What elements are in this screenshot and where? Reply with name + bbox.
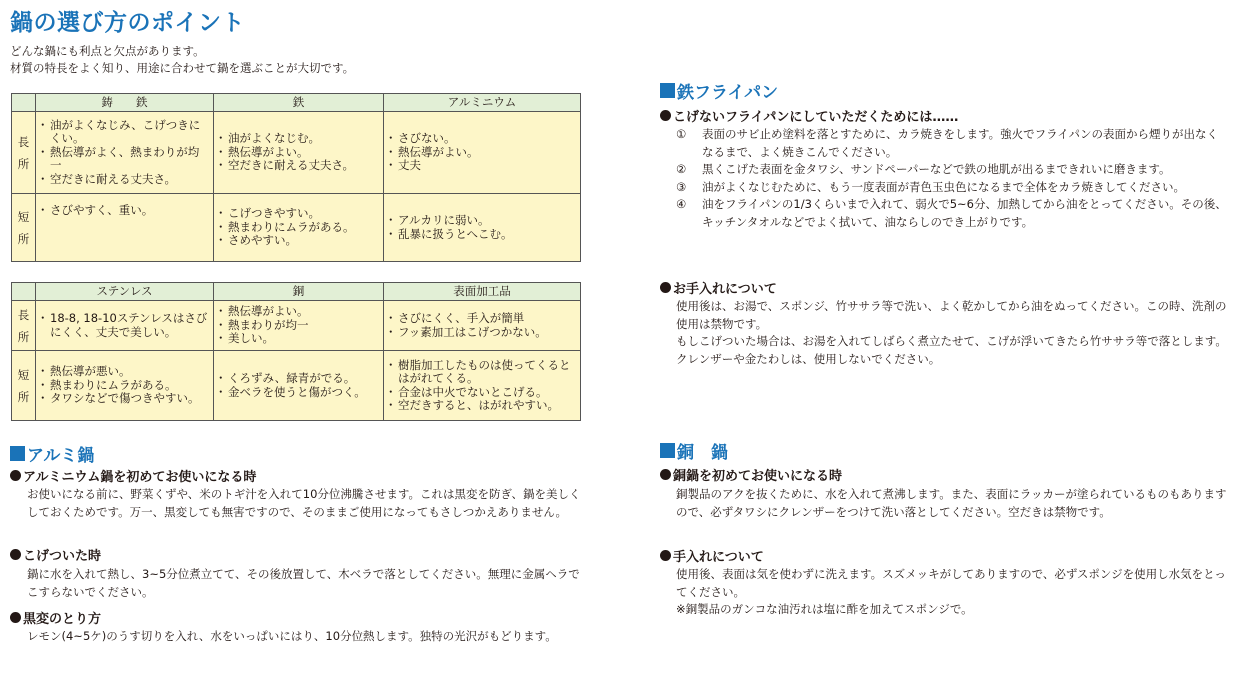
list-item: ・ 丈夫 — [388, 159, 576, 173]
list-item: ・ 18-8, 18-10ステンレスはさびにくく、丈夫で美しい。 — [40, 312, 209, 339]
subheading — [660, 465, 842, 484]
table-cell — [214, 112, 384, 194]
list-item: ・ さびやすく、重い。 — [40, 204, 209, 218]
paragraph-line: 使用後は、お湯で、スポンジ、竹ササラ等で洗い、よく乾かしてから油をぬってください。この時、洗剤の使用は禁物です。 — [676, 299, 1227, 331]
table-cell — [384, 351, 581, 421]
list-item: ・ 油がよくなじみ、こげつきにくい。 — [40, 119, 209, 146]
paragraph — [676, 298, 1228, 368]
circle-bullet-icon — [660, 282, 671, 293]
list-item: ・ 熱まわりにムラがある。 — [218, 221, 379, 235]
step-item — [676, 196, 1228, 231]
list-item: ・ 乱暴に扱うとへこむ。 — [388, 228, 576, 242]
table-cell — [36, 194, 214, 262]
table-cell — [384, 301, 581, 351]
list-item: ・ 空だきすると、はがれやすい。 — [388, 399, 576, 413]
square-bullet-icon — [660, 83, 675, 98]
step-text: 表面のサビ止め塗料を落とすために、カラ焼きをします。強火でフライパンの表面から煙りが出なくなるまで、よく焼きこんでください。 — [702, 127, 1218, 159]
list-item: ・ フッ素加工はこげつかない。 — [388, 326, 576, 340]
list-item: ・ 熱伝導がよく、熱まわりが均一 — [40, 146, 209, 173]
table-cell — [384, 194, 581, 262]
intro-line: どんな鍋にも利点と欠点があります。 — [10, 44, 205, 58]
row-label: 短 所 — [17, 209, 30, 246]
square-bullet-icon — [660, 443, 675, 458]
step-list — [676, 126, 1228, 231]
comparison-table-1 — [11, 93, 581, 262]
list-item: ・ 熱伝導がよい。 — [218, 146, 379, 160]
list-item: ・ タワシなどで傷つきやすい。 — [40, 392, 209, 406]
heading-text: 銅 鍋 — [677, 443, 728, 463]
step-text: 油をフライパンの1/3くらいまで入れて、弱火で5~6分、加熱してから油をとってください。その後、キッチンタオルなどでよく拭いて、油ならしのでき上がりです。 — [702, 197, 1227, 229]
subheading-text: アルミニウム鍋を初めてお使いになる時 — [23, 470, 257, 485]
list-item: ・ 熱伝導がよい。 — [388, 146, 576, 160]
paragraph-line: もしこげついた場合は、お湯を入れてしばらく煮立たせて、こげが浮いてきたら竹ササラ等で落とします。クレンザーや金たわしは、使用しないでください。 — [676, 334, 1227, 366]
subheading-text: こげないフライパンにしていただくためには…… — [673, 110, 959, 125]
column-header: 鋳 鉄 — [36, 94, 214, 112]
row-label: 短 所 — [17, 367, 30, 404]
list-item: ・ くろずみ、緑青がでる。 — [218, 372, 379, 386]
table-cell — [384, 112, 581, 194]
paragraph — [676, 566, 1228, 619]
list-item: ・ 合金は中火でないとこげる。 — [388, 386, 576, 400]
subheading-text: お手入れについて — [673, 282, 777, 297]
table-cell — [36, 351, 214, 421]
circle-bullet-icon — [10, 612, 21, 623]
table-cell — [214, 194, 384, 262]
square-bullet-icon — [10, 446, 25, 461]
row-header-demerits — [12, 351, 36, 421]
table-cell — [214, 301, 384, 351]
list-item: ・ 美しい。 — [218, 332, 379, 346]
subheading — [660, 546, 764, 565]
circle-bullet-icon — [660, 550, 671, 561]
subheading — [660, 278, 777, 297]
iron-pan-heading — [660, 78, 778, 103]
step-item — [676, 179, 1228, 197]
table-cell — [36, 301, 214, 351]
row-label: 長 所 — [17, 134, 30, 171]
paragraph: レモン(4~5ケ)のうす切りを入れ、水をいっぱいにはり、10分位熱します。独特の光沢がもどります。 — [27, 629, 557, 643]
step-item — [676, 161, 1228, 179]
list-item: ・ 熱まわりが均一 — [218, 319, 379, 333]
circle-bullet-icon — [10, 549, 21, 560]
table-cell — [36, 112, 214, 194]
subheading-text: こげついた時 — [23, 549, 102, 564]
subheading-text: 銅鍋を初めてお使いになる時 — [673, 469, 843, 484]
row-header-demerits — [12, 194, 36, 262]
page-title: 鍋の選び方のポイント — [10, 10, 245, 36]
list-item: ・ さめやすい。 — [218, 234, 379, 248]
heading-text: アルミ鍋 — [27, 446, 95, 466]
list-item: ・ さびない。 — [388, 132, 576, 146]
column-header: 表面加工品 — [384, 283, 581, 301]
circle-bullet-icon — [10, 470, 21, 481]
circle-bullet-icon — [660, 110, 671, 121]
list-item: ・ 熱伝導がよい。 — [218, 305, 379, 319]
subheading — [10, 545, 101, 564]
subheading-text: 手入れについて — [673, 550, 764, 565]
table-corner — [12, 94, 36, 112]
column-header: 鉄 — [214, 94, 384, 112]
list-item: ・ 熱伝導が悪い。 — [40, 365, 209, 379]
row-header-merits — [12, 301, 36, 351]
subheading — [10, 608, 101, 627]
paragraph: 銅製品のアクを抜くために、水を入れて煮沸します。また、表面にラッカーが塗られているものもありますので、必ずタワシにクレンザーをつけて洗い落としてください。空だきは禁物です。 — [676, 487, 1227, 519]
subheading — [10, 466, 256, 485]
row-header-merits — [12, 112, 36, 194]
row-label: 長 所 — [17, 307, 30, 344]
column-header: アルミニウム — [384, 94, 581, 112]
step-text: 黒くこげた表面を金タワシ、サンドペーパーなどで鉄の地肌が出るまできれいに磨きます。 — [702, 162, 1171, 176]
list-item: ・ 油がよくなじむ。 — [218, 132, 379, 146]
table-corner — [12, 283, 36, 301]
paragraph: お使いになる前に、野菜くずや、米のトギ汁を入れて10分位沸騰させます。これは黒変を防ぎ、鍋を美しくしておくためです。万一、黒変しても無害ですので、そのままご使用になってもさしつかえありません。 — [27, 487, 581, 519]
heading-text: 鉄フライパン — [677, 83, 779, 103]
paragraph: 鍋に水を入れて熱し、3~5分位煮立てて、その後放置して、木ベラで落としてください。無理に金属ヘラでこすらないでください。 — [27, 567, 580, 599]
list-item: ・ さびにくく、手入が簡単 — [388, 312, 576, 326]
comparison-table-2 — [11, 282, 581, 421]
list-item: ・ 熱まわりにムラがある。 — [40, 379, 209, 393]
subheading — [660, 106, 958, 125]
step-number: ② — [676, 162, 687, 176]
column-header: ステンレス — [36, 283, 214, 301]
intro-line: 材質の特長をよく知り、用途に合わせて鍋を選ぶことが大切です。 — [10, 61, 355, 75]
step-number: ① — [676, 127, 687, 141]
step-number: ④ — [676, 197, 687, 211]
step-item — [676, 126, 1228, 161]
list-item: ・ こげつきやすい。 — [218, 207, 379, 221]
column-header: 銅 — [214, 283, 384, 301]
aluminum-pot-heading — [10, 441, 94, 466]
note-line: ※銅製品のガンコな油汚れは塩に酢を加えてスポンジで。 — [676, 602, 973, 616]
list-item: ・ 空だきに耐える丈夫さ。 — [40, 173, 209, 187]
step-number: ③ — [676, 179, 687, 194]
paragraph-line: 使用後、表面は気を使わずに洗えます。スズメッキがしてありますので、必ずスポンジを使用し水気をとってください。 — [676, 567, 1226, 599]
step-text: 油がよくなじむために、もう一度表面が青色玉虫色になるまで全体をカラ焼きしてください。 — [702, 179, 1185, 194]
list-item: ・ 空だきに耐える丈夫さ。 — [218, 159, 379, 173]
table-cell — [214, 351, 384, 421]
list-item: ・ 樹脂加工したものは使ってくるとはがれてくる。 — [388, 359, 576, 386]
list-item: ・ 金ベラを使うと傷がつく。 — [218, 386, 379, 400]
circle-bullet-icon — [660, 469, 671, 480]
copper-pot-heading — [660, 438, 728, 463]
subheading-text: 黒変のとり方 — [23, 612, 102, 627]
intro-text — [10, 43, 354, 77]
list-item: ・ アルカリに弱い。 — [388, 214, 576, 228]
